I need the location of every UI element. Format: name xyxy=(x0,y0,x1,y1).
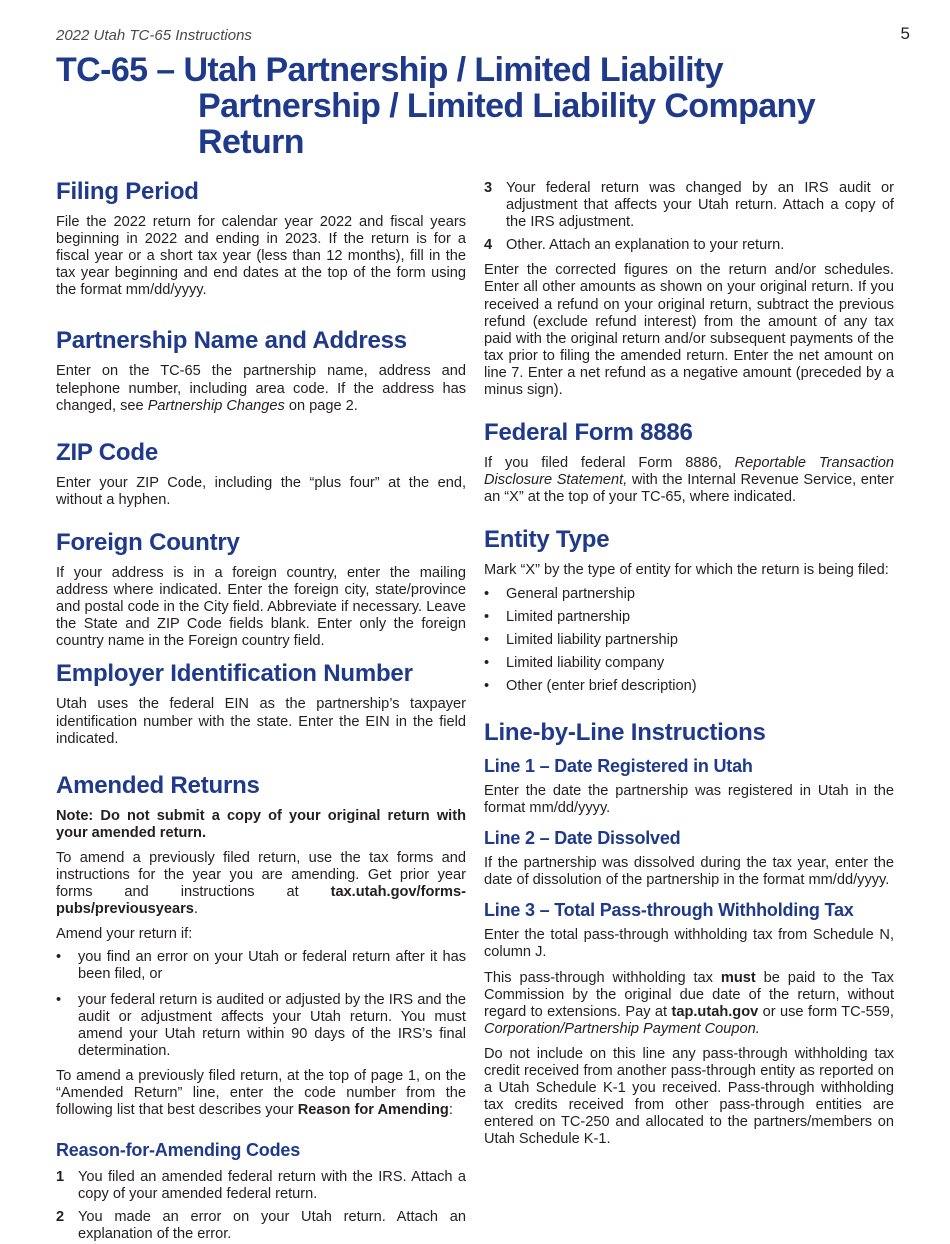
code-number: 3 xyxy=(484,180,493,196)
left-column xyxy=(56,178,466,1244)
amended-note-text: Note: Do not submit a copy of your original return with your amended return. xyxy=(56,807,466,841)
list-item: • Limited partnership xyxy=(484,609,894,626)
title-line-1: TC-65 – Utah Partnership / Limited Liability xyxy=(56,51,723,89)
amended-note xyxy=(56,808,466,842)
title-line-3: Return xyxy=(198,123,304,161)
zip-code-heading: ZIP Code xyxy=(56,438,158,466)
amended-heading: Amended Returns xyxy=(56,771,260,799)
filing-period-body: File the 2022 return for calendar year 2022 and fiscal years beginning in 2022 and ending in 2023. If the return is for a fiscal year or a short tax year (less than 12 months), fill in the tax year beginning and end dates at the top of the form using the format mm/dd/yyyy. xyxy=(56,214,466,299)
line-3-text-b: be paid to the Tax Commission by the original due date of the return, without regard to extensions. Pay at xyxy=(484,969,894,1020)
code-text: You made an error on your Utah return. Attach an explanation of the error. xyxy=(78,1209,466,1243)
partnership-name-body xyxy=(56,363,466,414)
amend-if-list xyxy=(56,949,466,1060)
list-item: • Other (enter brief description) xyxy=(484,678,894,695)
entity-type-heading: Entity Type xyxy=(484,526,610,554)
code-text: Other. Attach an explanation to your return. xyxy=(506,237,785,254)
section-ein xyxy=(56,660,466,747)
entity-type-intro: Mark “X” by the type of entity for which the return is being filed: xyxy=(484,562,889,579)
form-8886-title: Reportable Transaction Disclosure Statement, xyxy=(484,455,894,489)
ein-heading: Employer Identification Number xyxy=(56,660,413,688)
tap-utah-link[interactable]: tap.utah.gov xyxy=(671,1003,759,1020)
reason-codes-heading: Reason-for-Amending Codes xyxy=(56,1140,301,1161)
amended-para-2-end: : xyxy=(448,1102,453,1119)
must-bold: must xyxy=(720,969,756,986)
line-1-heading: Line 1 – Date Registered in Utah xyxy=(484,755,753,776)
list-item: • Limited liability company xyxy=(484,655,894,672)
code-number: 2 xyxy=(56,1209,65,1226)
form-8886-text-end: with the Internal Revenue Service, enter an “X” at the top of your TC-65, where indicated. xyxy=(484,472,894,506)
amended-para-1-text: To amend a previously filed return, use the tax forms and instructions for the year you are amending. Get prior year forms and instructions at xyxy=(56,849,466,901)
list-item xyxy=(484,237,894,254)
line-3-para-2 xyxy=(484,970,894,1038)
title-line-2: Partnership / Limited Liability Company xyxy=(198,87,816,125)
partnership-changes-ref: Partnership Changes xyxy=(147,397,285,414)
section-amended-returns xyxy=(56,772,466,1120)
code-text: You filed an amended federal return with the IRS. Attach a copy of your amended federal return. xyxy=(78,1169,466,1203)
list-item: • General partnership xyxy=(484,586,894,603)
partnership-name-heading: Partnership Name and Address xyxy=(56,327,407,355)
section-zip-code xyxy=(56,439,466,509)
line-3-text-a: This pass-through withholding tax xyxy=(484,969,721,986)
line-3-para-3: Do not include on this line any pass-through withholding tax credit received from another pass-through entity as reported on a Utah Schedule K-1 you received. Pass-through withholding tax credits received from other pass-through entities are entered on TC-250 and allocated to the partners/members on Utah Schedule K-1. xyxy=(484,1045,894,1148)
right-column xyxy=(484,178,894,1148)
running-header: 2022 Utah TC-65 Instructions xyxy=(56,27,252,44)
list-item: • your federal return is audited or adjusted by the IRS and the audit or adjustment affects your Utah return. You must amend your Utah return within 90 days of the IRS’s final determination. xyxy=(56,992,466,1060)
amended-para-1-end: . xyxy=(193,901,198,918)
line-2-heading: Line 2 – Date Dissolved xyxy=(484,828,681,849)
foreign-country-heading: Foreign Country xyxy=(56,528,240,556)
section-partnership-name xyxy=(56,327,466,414)
page-title xyxy=(56,52,916,160)
form-8886-text: If you filed federal Form 8886, xyxy=(484,455,735,472)
page-number: 5 xyxy=(900,24,910,43)
section-line-by-line xyxy=(484,719,894,1149)
section-form-8886 xyxy=(484,419,894,506)
form-8886-heading: Federal Form 8886 xyxy=(484,419,693,447)
line-2-body: If the partnership was dissolved during the tax year, enter the date of dissolution of the partnership in the format mm/dd/yyyy. xyxy=(484,855,894,889)
line-3-para-1: Enter the total pass-through withholding tax from Schedule N, column J. xyxy=(484,927,894,961)
list-item: • Limited liability partnership xyxy=(484,632,894,649)
section-foreign-country xyxy=(56,529,466,650)
list-item xyxy=(484,180,894,231)
partnership-name-text-end: on page 2. xyxy=(284,397,358,414)
line-by-line-heading: Line-by-Line Instructions xyxy=(484,718,766,746)
list-item xyxy=(56,1209,466,1243)
corrected-figures-body: Enter the corrected figures on the return and/or schedules. Enter all other amounts as shown on your original return. If you received a refund on your original return, subtract the previous refund (exclude refund interest) from the amount of any tax paid with the original return and/or subsequent payments of the tax prior to filing the amended return. Enter the net amount on line 7. Enter a net refund as a negative amount (preceded by a minus sign). xyxy=(484,262,894,399)
ein-body: Utah uses the federal EIN as the partnership’s taxpayer identification number with the state. Enter the EIN in the field indicated. xyxy=(56,696,466,747)
code-number: 4 xyxy=(484,237,493,254)
code-number: 1 xyxy=(56,1169,65,1186)
partnership-name-text: Enter on the TC-65 the partnership name, address and telephone number, including area code. If the address has changed, see xyxy=(56,363,466,414)
amended-para-1 xyxy=(56,850,466,918)
section-entity-type xyxy=(484,526,894,695)
amended-para-2 xyxy=(56,1068,466,1119)
section-reason-codes xyxy=(56,1139,466,1243)
line-3-text-c: or use form TC-559, xyxy=(758,1003,894,1020)
section-filing-period xyxy=(56,178,466,299)
line-1-body: Enter the date the partnership was registered in Utah in the format mm/dd/yyyy. xyxy=(484,782,894,817)
foreign-country-body: If your address is in a foreign country, enter the mailing address where indicated. Enter the foreign city, state/province and postal code in the City field. Abbreviate if necessary. Leave the State and ZIP Code fields blank. Enter only the foreign country name in the Foreign country field. xyxy=(56,564,466,650)
amended-para-2-text: To amend a previously filed return, at the top of page 1, on the “Amended Return” line, enter the code number from the following list that best describes your xyxy=(56,1067,466,1119)
entity-type-list xyxy=(484,586,894,695)
filing-period-heading: Filing Period xyxy=(56,178,199,205)
zip-code-body: Enter your ZIP Code, including the “plus four” at the end, without a hyphen. xyxy=(56,474,466,508)
line-3-heading: Line 3 – Total Pass-through Withholding Tax xyxy=(484,900,854,921)
reason-for-amending-bold: Reason for Amending xyxy=(297,1102,449,1119)
previous-years-link[interactable]: tax.utah.gov/forms-pubs/previousyears xyxy=(56,884,466,918)
code-text: Your federal return was changed by an IRS audit or adjustment that affects your Utah return. Attach a copy of the IRS adjustment. xyxy=(506,180,894,231)
list-item xyxy=(56,1169,466,1203)
amend-if-text: Amend your return if: xyxy=(56,926,193,943)
reason-codes-list-left xyxy=(56,1169,466,1243)
form-8886-body xyxy=(484,455,894,506)
reason-codes-list-right xyxy=(484,180,894,254)
payment-coupon-title: Corporation/Partnership Payment Coupon. xyxy=(484,1020,760,1037)
list-item: • you find an error on your Utah or federal return after it has been filed, or xyxy=(56,949,466,983)
